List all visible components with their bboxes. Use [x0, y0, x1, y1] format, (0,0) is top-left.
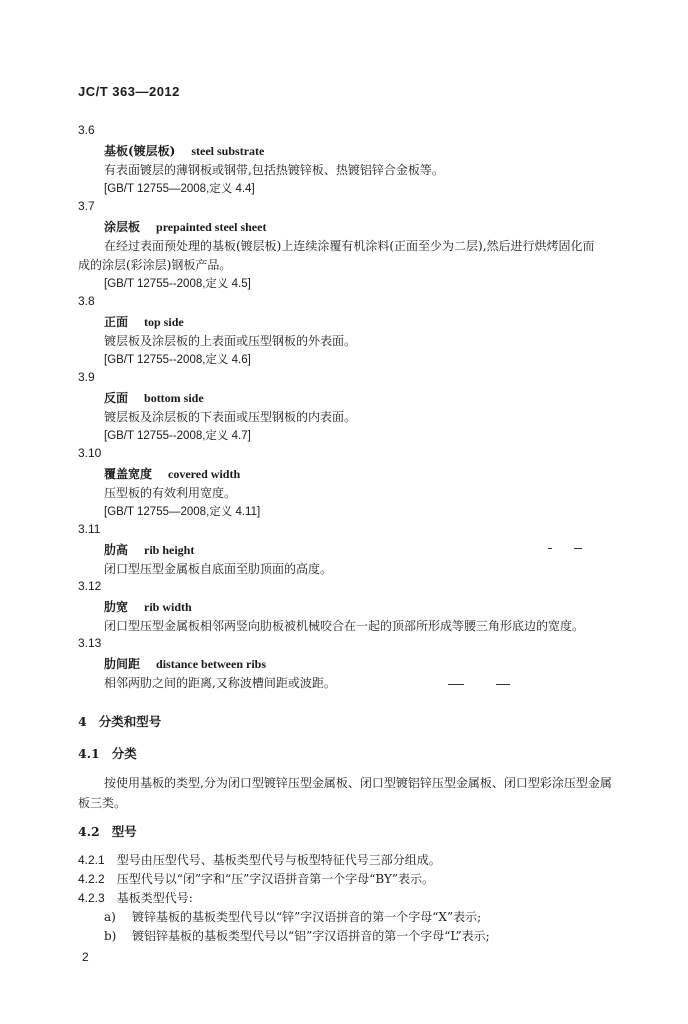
term-zh: 肋间距: [104, 657, 141, 671]
term-en: covered width: [168, 467, 241, 481]
clause-number: 3.9: [78, 370, 95, 384]
term-title: [104, 218, 266, 235]
term-zh: 反面: [104, 391, 129, 405]
clause-number: 3.8: [78, 294, 95, 308]
clause-number: 3.12: [78, 579, 102, 593]
list-text: 镀锌基板的基板类型代号以“锌”字汉语拼音的第一个字母“X”表示;: [132, 910, 482, 924]
clause-number: 3.10: [78, 446, 102, 460]
body-text: 按使用基板的类型,分为闭口型镀锌压型金属板、闭口型镀铝锌压型金属板、闭口型彩涂压型金属: [104, 776, 612, 790]
term-definition: 在经过表面预处理的基板(镀层板)上连续涂覆有机涂料(正面至少为二层),然后进行烘烤固化而: [104, 239, 595, 253]
subsection-number: 4.2: [78, 824, 100, 839]
list-label: a): [104, 910, 116, 924]
term-reference: [GB/T 12755--2008,定义 4.5]: [104, 278, 251, 290]
term-definition: 闭口型压型金属板自底面至肋顶面的高度。: [104, 562, 333, 576]
term-en: prepainted steel sheet: [156, 220, 267, 234]
term-zh: 覆盖宽度: [104, 467, 153, 481]
term-zh: 正面: [104, 315, 129, 329]
section-heading: [78, 712, 161, 730]
standard-header: JC/T 363—2012: [78, 84, 180, 99]
clause-number: 3.7: [78, 199, 95, 213]
clause-line: [78, 870, 434, 887]
term-definition: 镀层板及涂层板的下表面或压型钢板的内表面。: [104, 410, 357, 424]
clause-number: 3.11: [78, 522, 101, 536]
term-reference: [GB/T 12755—2008,定义 4.4]: [104, 183, 255, 195]
term-en: rib height: [144, 543, 195, 557]
list-item: [104, 908, 481, 925]
term-en: steel substrate: [191, 144, 265, 158]
term-en: bottom side: [144, 391, 204, 405]
term-reference: [GB/T 12755—2008,定义 4.11]: [104, 506, 261, 518]
term-zh: 肋高: [104, 543, 129, 557]
term-en: distance between ribs: [156, 657, 267, 671]
list-label: b): [104, 929, 117, 943]
list-item: [104, 927, 490, 944]
clause-text: 压型代号以“闭”字和“压”字汉语拼音第一个字母“BY”表示。: [116, 872, 435, 886]
clause-text: 基板类型代号:: [116, 891, 193, 905]
scan-mark: [448, 684, 464, 685]
clause-number: 4.2.3: [78, 891, 105, 905]
page-number: 2: [82, 950, 89, 964]
term-reference: [GB/T 12755--2008,定义 4.7]: [104, 430, 251, 442]
subsection-number: 4.1: [78, 746, 100, 761]
term-zh: 基板(镀层板): [104, 144, 176, 158]
term-title: [104, 541, 194, 558]
list-text: 镀铝锌基板的基板类型代号以“铝”字汉语拼音的第一个字母“L”表示;: [132, 929, 490, 943]
subsection-title: 分类: [111, 746, 137, 761]
section-number: 4: [78, 714, 87, 729]
term-definition: 压型板的有效利用宽度。: [104, 486, 237, 500]
clause-number: 3.13: [78, 636, 102, 650]
term-en: top side: [144, 315, 184, 329]
term-definition: 有表面镀层的薄钢板或钢带,包括热镀锌板、热镀铝锌合金板等。: [104, 163, 444, 177]
term-en: rib width: [144, 600, 192, 614]
term-definition: 相邻两肋之间的距离,又称波槽间距或波距。: [104, 676, 336, 690]
clause-text: 型号由压型代号、基板类型代号与板型特征代号三部分组成。: [116, 853, 441, 867]
term-title: [104, 142, 264, 159]
clause-line: [78, 889, 193, 906]
subsection-title: 型号: [111, 824, 137, 839]
term-zh: 涂层板: [104, 220, 141, 234]
clause-number: 4.2.2: [78, 872, 105, 886]
subsection-heading: [78, 744, 137, 762]
scan-mark: [496, 684, 510, 685]
scan-mark: [548, 548, 552, 549]
clause-number: 3.6: [78, 123, 95, 137]
term-definition: 镀层板及涂层板的上表面或压型钢板的外表面。: [104, 334, 357, 348]
subsection-heading: [78, 822, 137, 840]
body-text-cont: 板三类。: [78, 796, 127, 810]
term-zh: 肋宽: [104, 600, 129, 614]
section-title: 分类和型号: [98, 714, 162, 729]
term-title: [104, 598, 192, 615]
clause-line: [78, 851, 441, 868]
term-definition-cont: 成的涂层(彩涂层)钢板产品。: [78, 258, 232, 272]
scan-mark: [574, 548, 582, 549]
term-title: [104, 465, 240, 482]
term-definition: 闭口型压型金属板相邻两竖向肋板被机械咬合在一起的顶部所形成等腰三角形底边的宽度。: [104, 619, 585, 633]
term-title: [104, 389, 204, 406]
term-title: [104, 313, 184, 330]
term-title: [104, 655, 266, 672]
clause-number: 4.2.1: [78, 853, 105, 867]
term-reference: [GB/T 12755--2008,定义 4.6]: [104, 354, 251, 366]
